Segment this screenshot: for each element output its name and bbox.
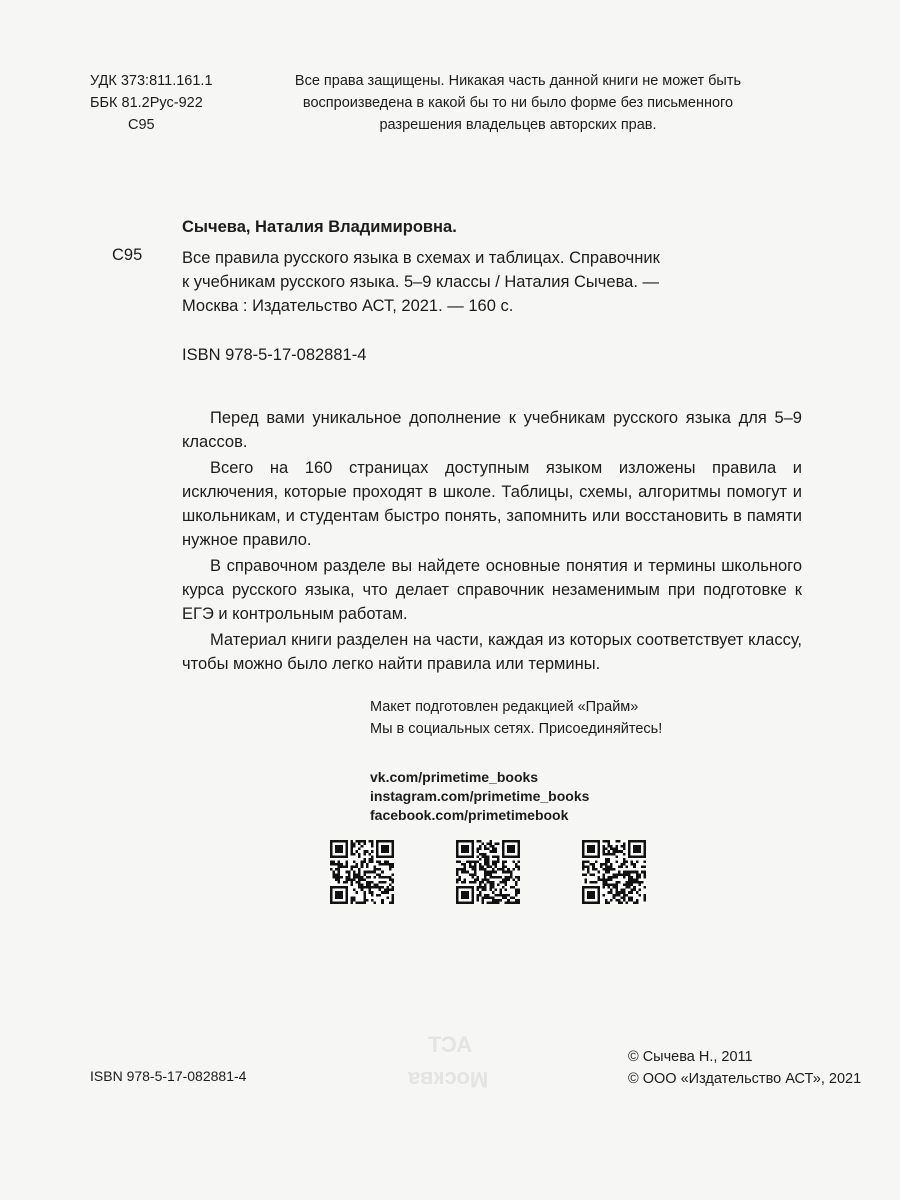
copyright-block bbox=[628, 1046, 861, 1090]
instagram-link[interactable]: instagram.com/primetime_books bbox=[370, 788, 590, 804]
annotation-paragraph: Всего на 160 страницах доступным языком изложены правила и исключения, которые проходят в школе. Таблицы, схемы, алгоритмы помогут и школьникам, и студентам быстро понять, запомнить или восстановить в памяти нужное правило. bbox=[182, 459, 802, 549]
facebook-qr-code-icon[interactable] bbox=[582, 840, 646, 904]
classification-codes bbox=[90, 70, 213, 136]
rights-line: разрешения владельцев авторских прав. bbox=[379, 117, 657, 133]
cover-showthrough-city: Москва bbox=[408, 1067, 489, 1092]
social-links bbox=[370, 768, 790, 825]
author-heading: Сычева, Наталия Владимировна. bbox=[182, 218, 457, 236]
udk-code: УДК 373:811.161.1 bbox=[90, 73, 213, 89]
copyright-publisher: © ООО «Издательство АСТ», 2021 bbox=[628, 1071, 862, 1087]
annotation-paragraph: Материал книги разделен на части, каждая из которых соответствует классу, чтобы можно было легко найти правила или термины. bbox=[182, 631, 802, 673]
rights-line: воспроизведена в какой бы то ни было форме без письменного bbox=[302, 95, 734, 111]
vk-qr-code-icon[interactable] bbox=[330, 840, 394, 904]
bbk-code: ББК 81.2Рус-922 bbox=[90, 95, 203, 111]
copyright-author: © Сычева Н., 2011 bbox=[628, 1049, 753, 1065]
social-invite: Мы в социальных сетях. Присоединяйтесь! bbox=[370, 721, 663, 737]
publisher-info bbox=[370, 696, 790, 740]
author-mark: С95 bbox=[128, 117, 155, 133]
instagram-qr-code-icon[interactable] bbox=[456, 840, 520, 904]
annotation bbox=[182, 406, 802, 678]
biblio-line: к учебникам русского языка. 5–9 классы / Наталия Сычева. — bbox=[182, 273, 659, 291]
annotation-paragraph: В справочном разделе вы найдете основные понятия и термины школьного курса русского языка, что делает справочник незаменимым при подготовке к ЕГЭ и контрольным работам. bbox=[182, 557, 802, 623]
rights-line: Все права защищены. Никакая часть данной книги не может быть bbox=[294, 73, 742, 89]
vk-link[interactable]: vk.com/primetime_books bbox=[370, 769, 539, 785]
annotation-paragraph: Перед вами уникальное дополнение к учебникам русского языка для 5–9 классов. bbox=[182, 409, 802, 451]
rights-notice bbox=[258, 70, 778, 136]
cover-showthrough-publisher: АСТ bbox=[428, 1032, 473, 1057]
bibliographic-description bbox=[182, 246, 802, 318]
biblio-author-mark: С95 bbox=[112, 246, 143, 264]
facebook-link[interactable]: facebook.com/primetimebook bbox=[370, 807, 569, 823]
isbn-footer: ISBN 978-5-17-082881-4 bbox=[90, 1068, 247, 1084]
isbn-record: ISBN 978-5-17-082881-4 bbox=[182, 346, 367, 364]
biblio-line: Москва : Издательство АСТ, 2021. — 160 с. bbox=[182, 297, 514, 315]
biblio-line: Все правила русского языка в схемах и таблицах. Справочник bbox=[182, 249, 660, 267]
prepared-by: Макет подготовлен редакцией «Прайм» bbox=[370, 699, 639, 715]
